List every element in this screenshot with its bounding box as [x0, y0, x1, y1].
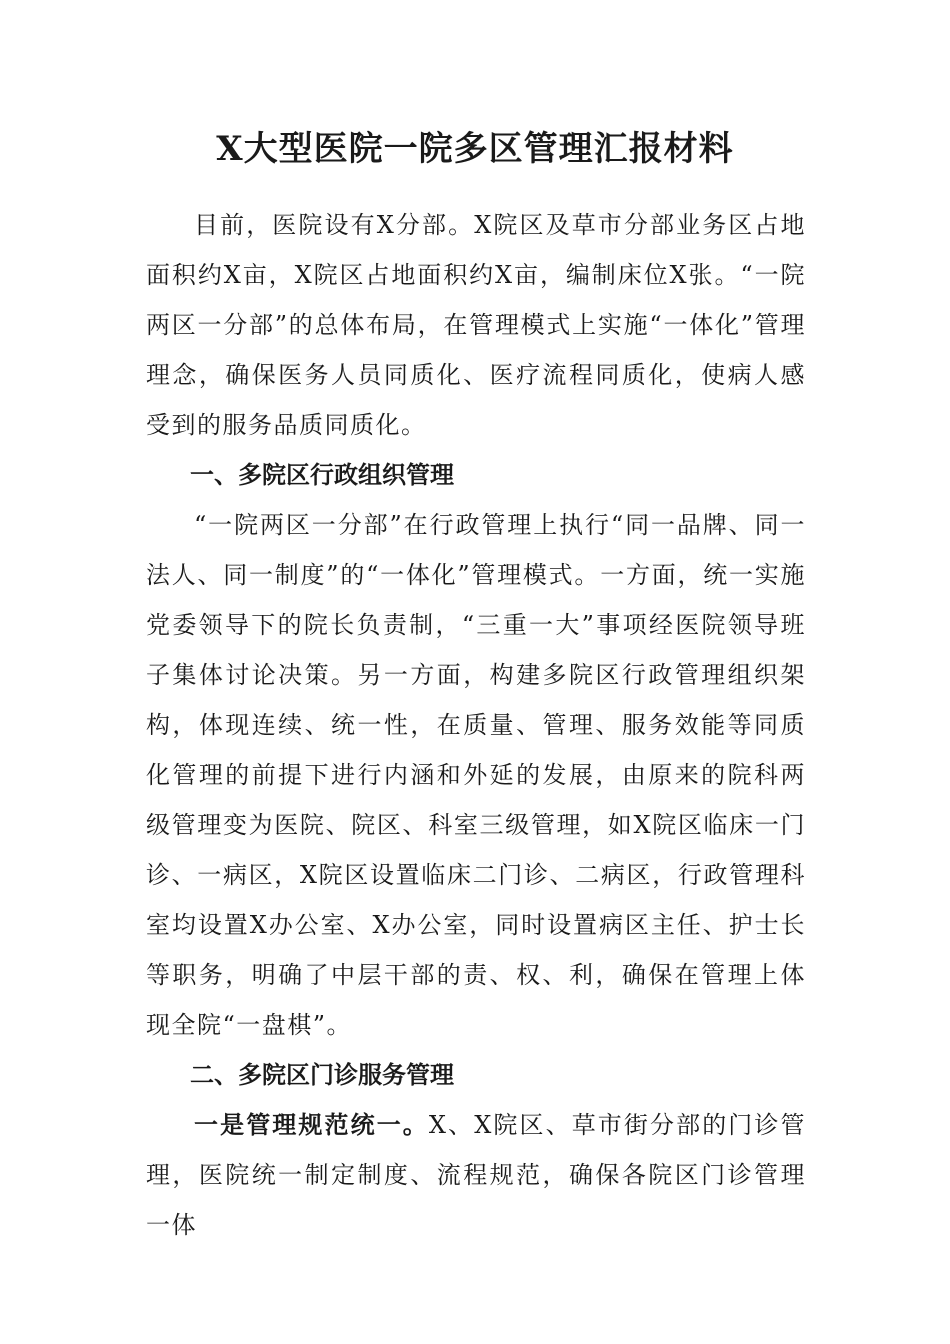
- section-2-heading: 二、多院区门诊服务管理: [190, 1061, 454, 1089]
- section-1-heading: 一、多院区行政组织管理: [190, 461, 454, 489]
- document-body: [146, 200, 806, 1250]
- section-2-text: X、X院区、草市街分部的门诊管理，医院统一制定制度、流程规范，确保各院区门诊管理一体: [146, 1111, 807, 1239]
- section-2-paragraph: [146, 1100, 806, 1250]
- intro-paragraph: 目前，医院设有X分部。X院区及草市分部业务区占地面积约X亩，X院区占地面积约X亩，编制床位X张。“一院两区一分部”的总体布局，在管理模式上实施“一体化”管理理念，确保医务人员同质化、医疗流程同质化，使病人感受到的服务品质同质化。: [146, 211, 806, 439]
- section-1-paragraph: “一院两区一分部”在行政管理上执行“同一品牌、同一法人、同一制度”的“一体化”管理模式。一方面，统一实施党委领导下的院长负责制，“三重一大”事项经医院领导班子集体讨论决策。另一方面，构建多院区行政管理组织架构，体现连续、统一性，在质量、管理、服务效能等同质化管理的前提下进行内涵和外延的发展，由原来的院科两级管理变为医院、院区、科室三级管理，如X院区临床一门诊、一病区，X院区设置临床二门诊、二病区，行政管理科室均设置X办公室、X办公室，同时设置病区主任、护士长等职务，明确了中层干部的责、权、利，确保在管理上体现全院“一盘棋”。: [146, 511, 806, 1039]
- section-2-lead: 一是管理规范统一。: [194, 1111, 429, 1139]
- document-title: X大型医院一院多区管理汇报材料: [216, 129, 734, 169]
